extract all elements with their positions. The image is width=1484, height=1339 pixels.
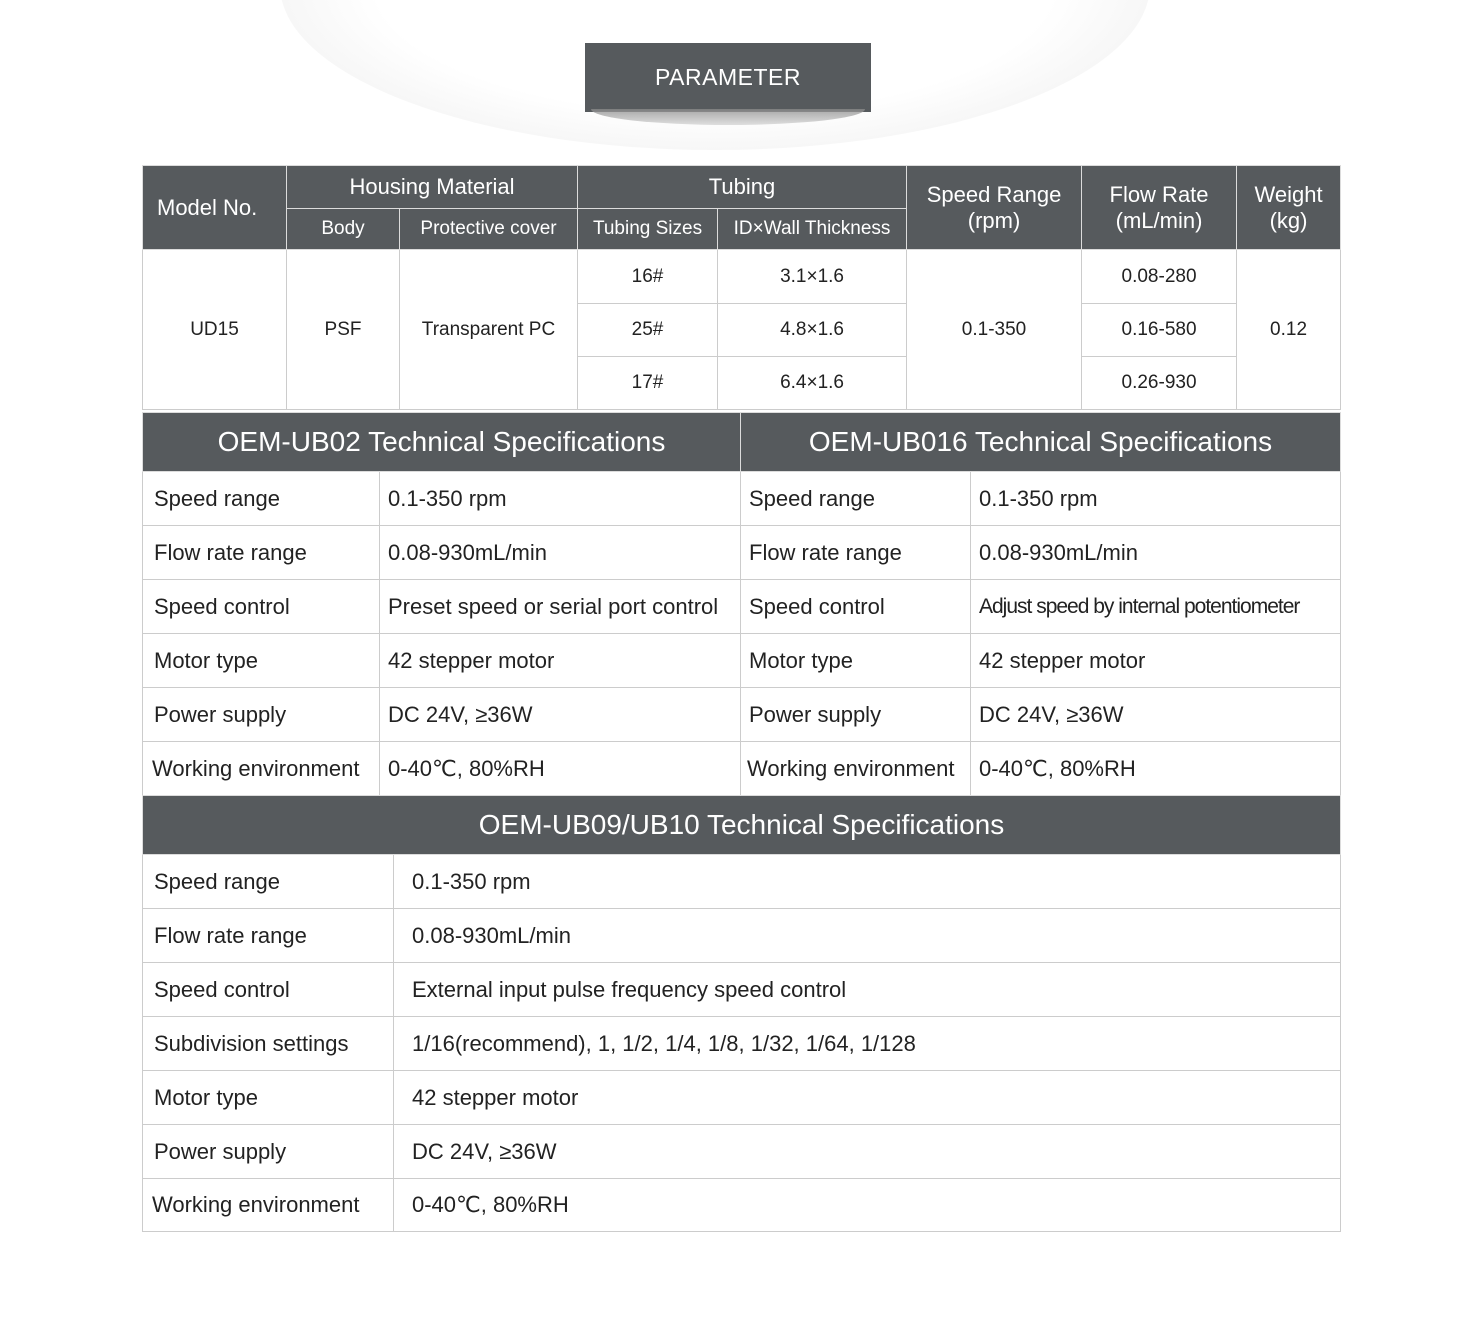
header-protective-cover: Protective cover [400,209,578,250]
spec-ub09-label: Speed range [143,855,394,909]
cell-body: PSF [287,250,400,410]
header-weight-label: Weight [1254,181,1323,207]
cell-tubing-size: 25# [578,304,718,357]
spec-ub09-value: 42 stepper motor [394,1071,1341,1125]
spec-ub02-label: Power supply [143,688,380,742]
banner-title: PARAMETER [585,43,871,112]
header-body: Body [287,209,400,250]
spec-ub02-label: Motor type [143,634,380,688]
spec-table-ub09-ub10 [142,795,1341,1232]
spec-ub016-value: 42 stepper motor [971,634,1341,688]
spec-ub016-label: Speed control [741,580,971,634]
spec-ub09-value: External input pulse frequency speed control [394,963,1341,1017]
spec-ub09-title: OEM-UB09/UB10 Technical Specifications [143,796,1341,855]
header-housing-material: Housing Material [287,166,578,209]
spec-ub09-value: DC 24V, ≥36W [394,1125,1341,1179]
spec-ub09-label: Working environment [143,1179,394,1232]
spec-ub09-value: 0.1-350 rpm [394,855,1341,909]
header-weight-unit: (kg) [1269,207,1308,233]
banner-shadow [591,109,865,125]
spec-ub016-label: Motor type [741,634,971,688]
spec-ub016-label: Flow rate range [741,526,971,580]
spec-ub016-value: 0.1-350 rpm [971,472,1341,526]
spec-ub016-label: Power supply [741,688,971,742]
cell-flow: 0.16-580 [1082,304,1237,357]
header-flow-rate-unit: (mL/min) [1115,207,1203,233]
spec-ub016-value: 0-40℃, 80%RH [971,742,1341,796]
spec-ub02-label: Flow rate range [143,526,380,580]
cell-cover: Transparent PC [400,250,578,410]
spec-ub02-value: 0-40℃, 80%RH [380,742,741,796]
spec-ub02-value: Preset speed or serial port control [380,580,741,634]
spec-ub09-value: 0.08-930mL/min [394,909,1341,963]
spec-ub02-label: Speed control [143,580,380,634]
cell-speed: 0.1-350 [907,250,1082,410]
spec-ub09-label: Speed control [143,963,394,1017]
spec-ub02-value: 0.1-350 rpm [380,472,741,526]
header-weight [1237,166,1341,250]
parameter-banner [585,43,871,133]
spec-ub02-label: Speed range [143,472,380,526]
header-speed-range-label: Speed Range [926,181,1062,207]
spec-ub016-title: OEM-UB016 Technical Specifications [741,413,1341,472]
cell-id-wall: 4.8×1.6 [718,304,907,357]
spec-ub09-label: Power supply [143,1125,394,1179]
spec-ub02-label: Working environment [143,742,380,796]
spec-ub016-value: Adjust speed by internal potentiometer [971,580,1341,634]
header-tubing-sizes: Tubing Sizes [578,209,718,250]
cell-model: UD15 [143,250,287,410]
spec-ub02-title: OEM-UB02 Technical Specifications [143,413,741,472]
header-speed-range [907,166,1082,250]
header-model-no: Model No. [143,166,287,250]
cell-id-wall: 3.1×1.6 [718,250,907,304]
header-speed-range-unit: (rpm) [967,207,1021,233]
cell-tubing-size: 17# [578,357,718,410]
spec-ub016-value: 0.08-930mL/min [971,526,1341,580]
spec-ub09-label: Flow rate range [143,909,394,963]
spec-ub09-label: Subdivision settings [143,1017,394,1071]
parameter-table [142,165,1341,410]
header-flow-rate-label: Flow Rate [1109,181,1209,207]
spec-ub02-value: 0.08-930mL/min [380,526,741,580]
header-flow-rate [1082,166,1237,250]
spec-ub02-value: 42 stepper motor [380,634,741,688]
spec-table-ub02-ub016 [142,412,1341,796]
spec-ub09-value: 0-40℃, 80%RH [394,1179,1341,1232]
spec-ub09-value: 1/16(recommend), 1, 1/2, 1/4, 1/8, 1/32, 1/64, 1/128 [394,1017,1341,1071]
cell-flow: 0.08-280 [1082,250,1237,304]
header-id-wall-thickness: ID×Wall Thickness [718,209,907,250]
cell-flow: 0.26-930 [1082,357,1237,410]
spec-ub016-value: DC 24V, ≥36W [971,688,1341,742]
spec-ub016-label: Working environment [741,742,971,796]
spec-ub09-label: Motor type [143,1071,394,1125]
spec-ub016-label: Speed range [741,472,971,526]
spec-ub02-value: DC 24V, ≥36W [380,688,741,742]
header-tubing: Tubing [578,166,907,209]
cell-tubing-size: 16# [578,250,718,304]
cell-weight: 0.12 [1237,250,1341,410]
cell-id-wall: 6.4×1.6 [718,357,907,410]
